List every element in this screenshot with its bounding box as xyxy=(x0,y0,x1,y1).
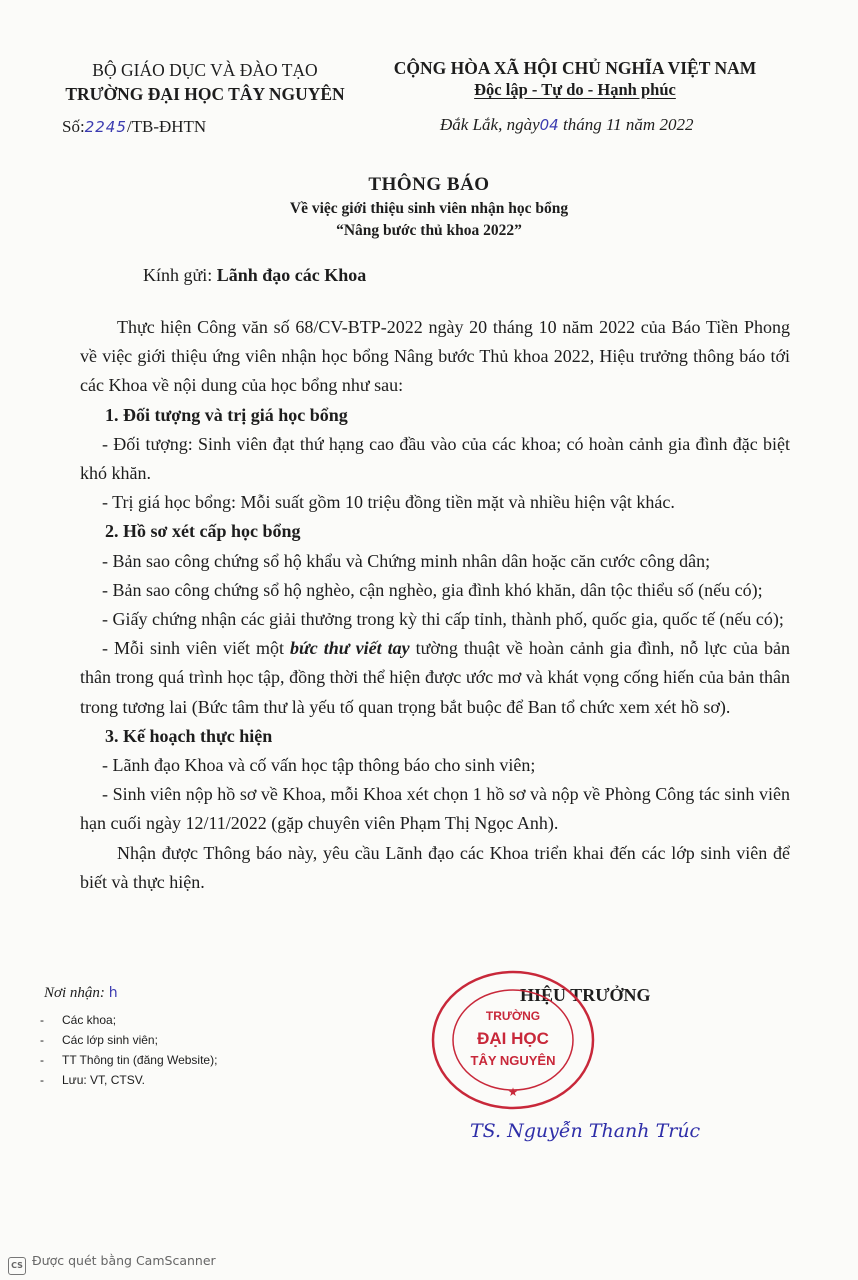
section-2-item-4 xyxy=(80,634,790,722)
document-title: THÔNG BÁO xyxy=(368,174,490,195)
s2-item4-emphasis: bức thư viết tay xyxy=(290,638,410,659)
recipient-item: - TT Thông tin (đăng Website); xyxy=(40,1050,217,1070)
recipient-item: - Các lớp sinh viên; xyxy=(40,1030,217,1050)
star-icon: ★ xyxy=(507,1085,519,1099)
date-suffix: tháng 11 năm 2022 xyxy=(562,115,694,134)
document-number xyxy=(62,117,206,137)
signer-role: HIỆU TRƯỞNG xyxy=(520,985,651,1005)
university-name: TRƯỜNG ĐẠI HỌC TÂY NGUYÊN xyxy=(65,84,345,104)
date-prefix: Đắk Lắk, ngày xyxy=(440,115,540,134)
recipients-initials: h xyxy=(108,985,118,1001)
section-1-item-1: - Đối tượng: Sinh viên đạt thứ hạng cao đầu vào của các khoa; có hoàn cảnh gia đình đặc biệt khó khăn. xyxy=(80,433,790,484)
section-2-title: 2. Hồ sơ xét cấp học bổng xyxy=(105,521,301,542)
ministry-name: BỘ GIÁO DỤC VÀ ĐÀO TẠO xyxy=(92,60,318,80)
section-2-item-2: - Bản sao công chứng sổ hộ nghèo, cận nghèo, gia đình khó khăn, dân tộc thiểu số (nếu có); xyxy=(102,579,763,600)
recipient-item: - Các khoa; xyxy=(40,1010,217,1030)
stamp-line3: TÂY NGUYÊN xyxy=(470,1053,556,1068)
recipients-label-line xyxy=(44,985,118,1002)
section-2-item-1: - Bản sao công chứng sổ hộ khẩu và Chứng minh nhân dân hoặc căn cước công dân; xyxy=(102,550,711,571)
number-suffix: /TB-ĐHTN xyxy=(126,117,207,136)
section-1-item-2: - Trị giá học bổng: Mỗi suất gồm 10 triệu đồng tiền mặt và nhiều hiện vật khác. xyxy=(102,492,675,513)
scanner-text: Được quét bằng CamScanner xyxy=(32,1253,216,1268)
closing-paragraph: Nhận được Thông báo này, yêu cầu Lãnh đạo các Khoa triển khai đến các lớp sinh viên để biết và thực hiện. xyxy=(80,842,790,892)
section-1-title: 1. Đối tượng và trị giá học bổng xyxy=(105,404,348,425)
recipients-label: Nơi nhận: xyxy=(44,985,105,1001)
national-motto: Độc lập - Tự do - Hạnh phúc xyxy=(474,80,676,99)
title-block xyxy=(0,172,858,242)
date-day: 04 xyxy=(539,116,559,134)
official-stamp xyxy=(428,968,598,1113)
scanner-watermark xyxy=(8,1253,216,1275)
document-date xyxy=(440,115,693,135)
camscanner-icon: CS xyxy=(8,1257,26,1275)
intro-paragraph: Thực hiện Công văn số 68/CV-BTP-2022 ngày 20 tháng 10 năm 2022 của Báo Tiền Phong về việc giới thiệu ứng viên nhận học bổng Nâng bước Thủ khoa 2022, Hiệu trưởng thông báo tới các Khoa về nội dung của học bổng như sau: xyxy=(80,317,790,396)
document-subject-line1: Về việc giới thiệu sinh viên nhận học bổng xyxy=(289,200,569,217)
document-subject-line2: “Nâng bước thủ khoa 2022” xyxy=(336,222,522,239)
recipients-list xyxy=(40,1010,217,1090)
recipient-name: Lãnh đạo các Khoa xyxy=(216,265,367,285)
s2-item4-start: - Mỗi sinh viên viết một xyxy=(102,638,284,659)
issuer-block xyxy=(40,58,370,106)
section-2-item-3: - Giấy chứng nhận các giải thưởng trong kỳ thi cấp tỉnh, thành phố, quốc gia, quốc tế (nếu có); xyxy=(102,609,784,630)
national-heading xyxy=(375,56,775,100)
recipient-label: Kính gửi: xyxy=(143,265,213,285)
recipient-item: - Lưu: VT, CTSV. xyxy=(40,1070,217,1090)
stamp-line1: TRƯỜNG xyxy=(485,1009,541,1023)
section-3-item-1: - Lãnh đạo Khoa và cố vấn học tập thông báo cho sinh viên; xyxy=(102,755,536,776)
s2-item4-end: tường thuật về hoàn cảnh gia đình, nỗ lực của bản thân trong quá trình học tập, đồng thời thể hiện được ước mơ và khát vọng cống hiến của bản thân trong tương lai (Bức tâm thư là yếu tố quan trọng bắt buộc để Ban tổ chức xem xét hồ sơ). xyxy=(80,638,791,717)
section-3-item-2: - Sinh viên nộp hồ sơ về Khoa, mỗi Khoa xét chọn 1 hồ sơ và nộp về Phòng Công tác sinh viên hạn cuối ngày 12/11/2022 (gặp chuyên viên Phạm Thị Ngọc Anh). xyxy=(80,784,790,834)
document-body xyxy=(80,313,790,897)
recipient-line xyxy=(143,265,366,286)
number-prefix: Số: xyxy=(62,117,85,136)
number-handwritten: 2245 xyxy=(84,118,127,136)
stamp-line2: ĐẠI HỌC xyxy=(477,1029,549,1048)
section-3-title: 3. Kế hoạch thực hiện xyxy=(105,725,273,746)
signer-name: TS. Nguyễn Thanh Trúc xyxy=(470,1120,701,1142)
country-name: CỘNG HÒA XÃ HỘI CHỦ NGHĨA VIỆT NAM xyxy=(393,58,757,78)
